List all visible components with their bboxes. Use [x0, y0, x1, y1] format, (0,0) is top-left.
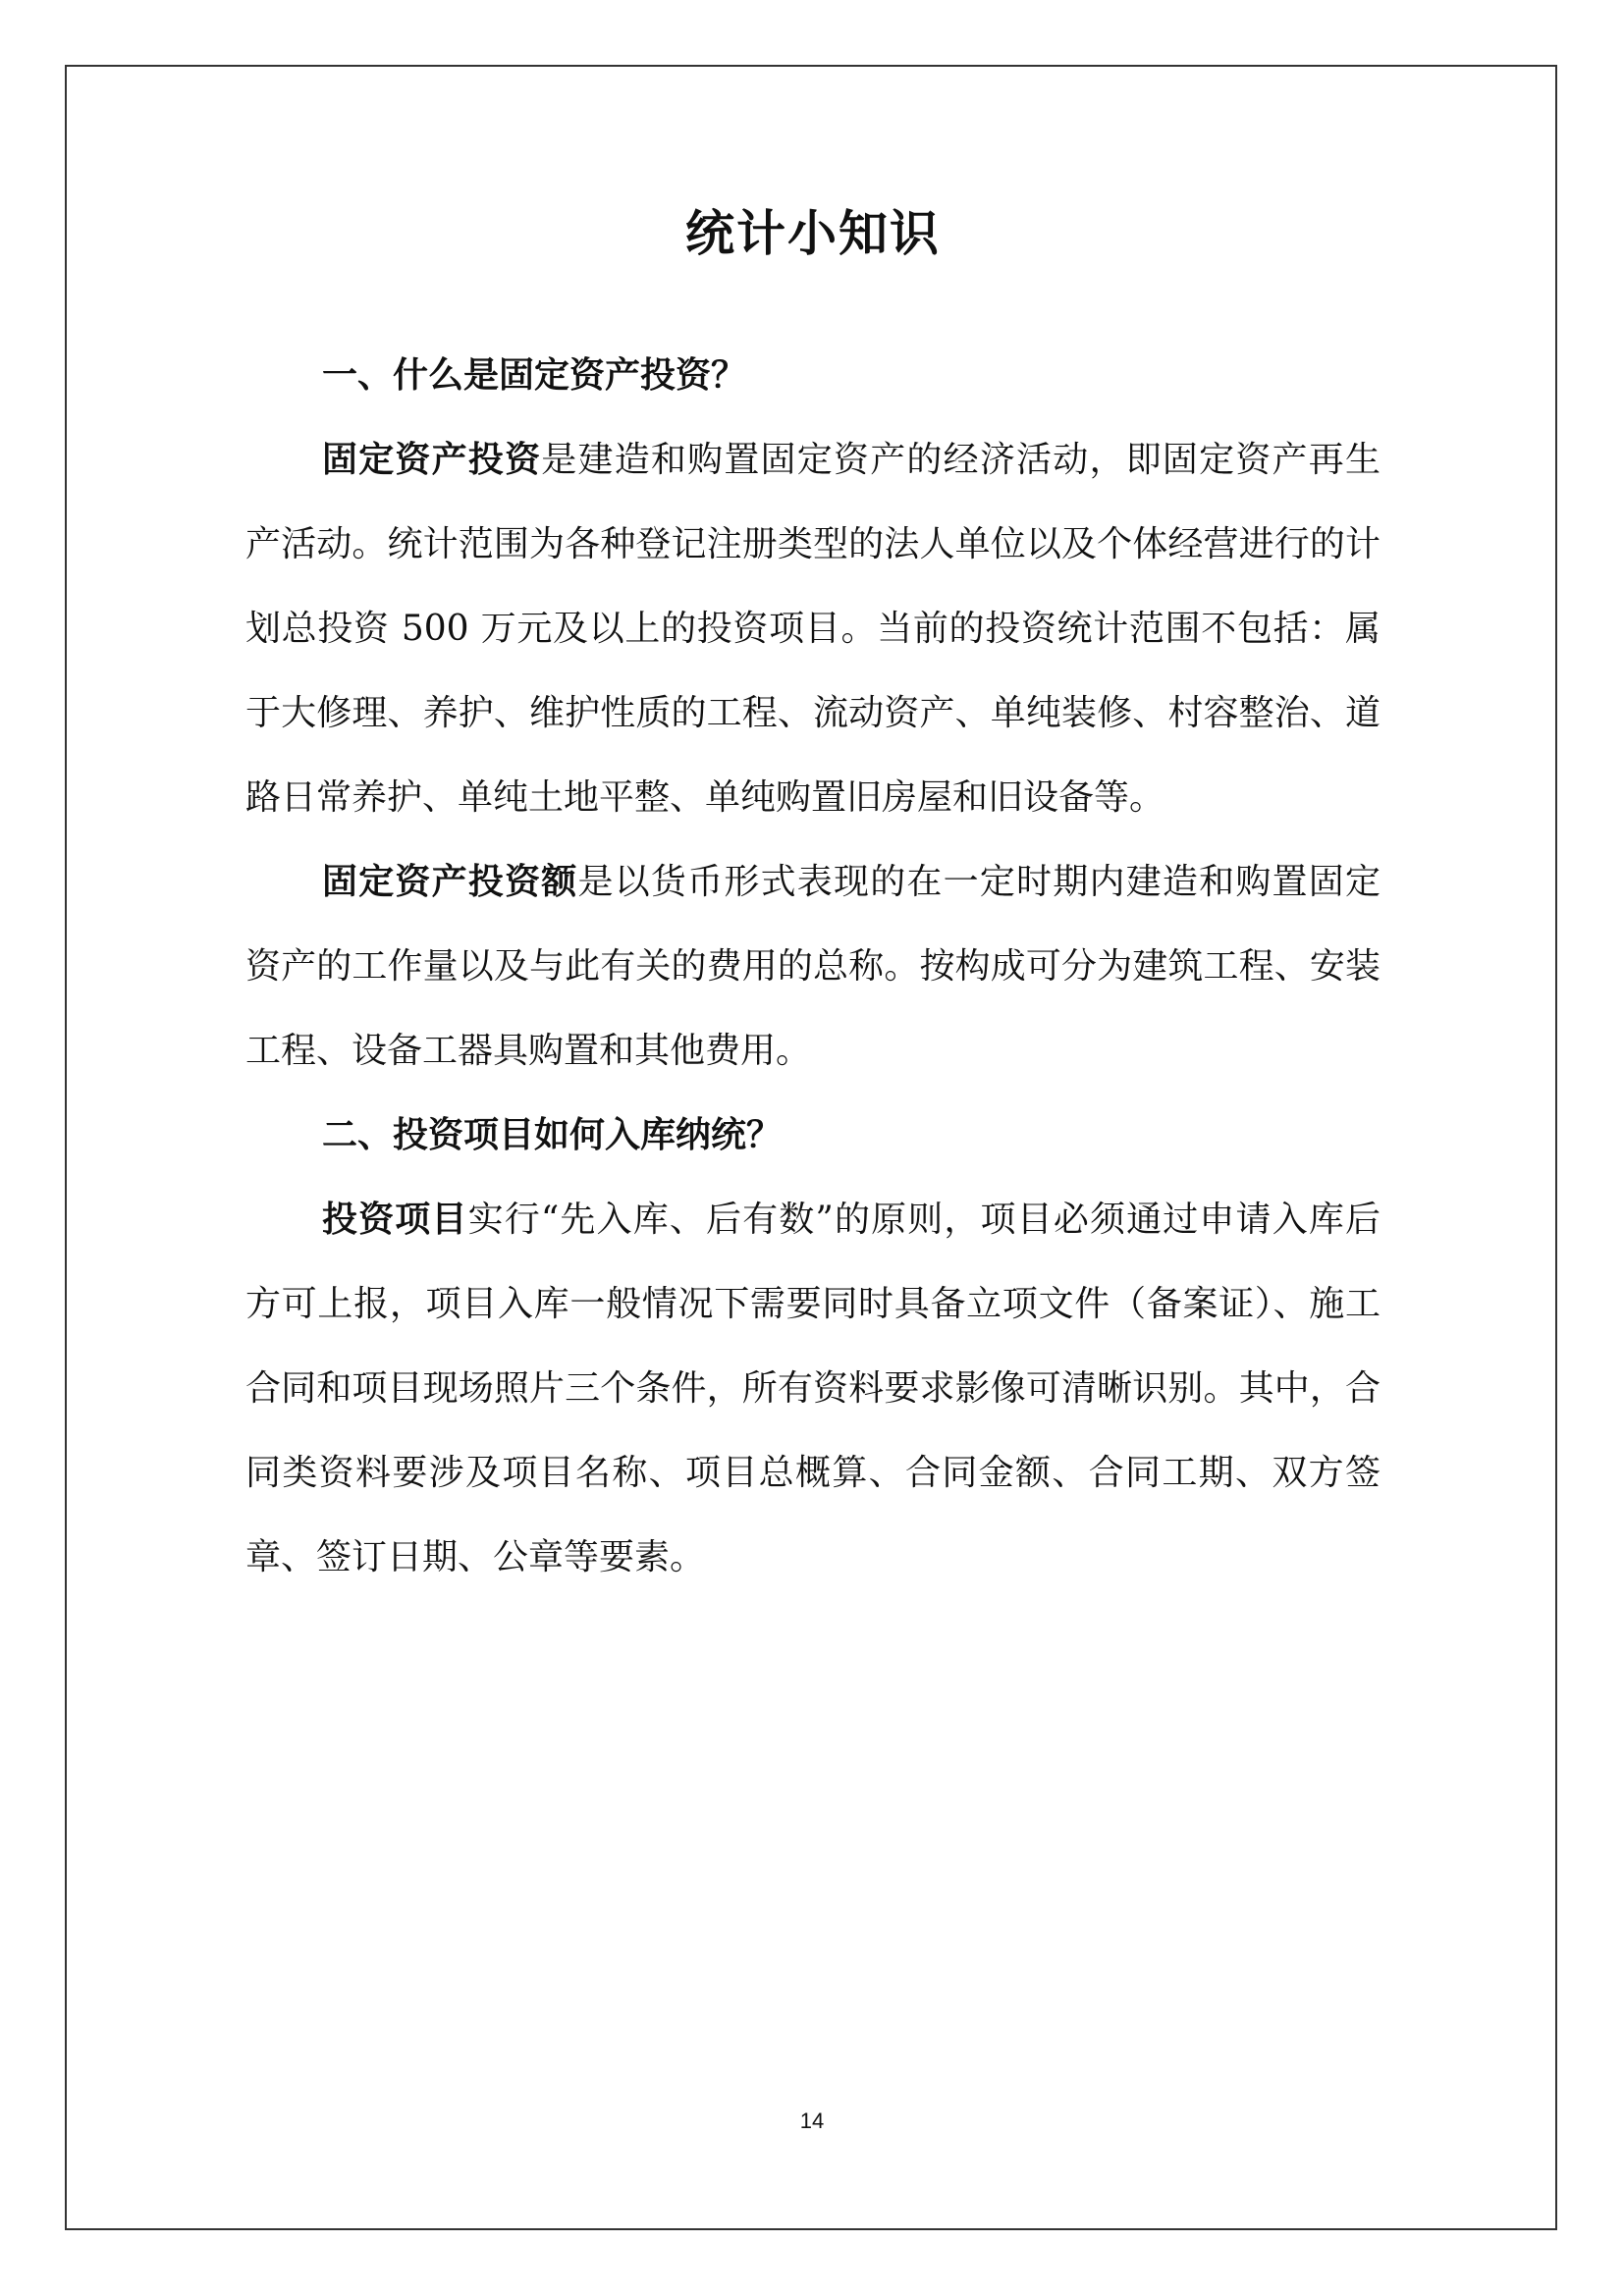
term-highlight: 投资项目 — [322, 1200, 468, 1240]
section-2 — [245, 1094, 1380, 1600]
term-highlight: 固定资产投资额 — [322, 862, 578, 902]
page-number: 14 — [799, 2109, 825, 2133]
paragraph — [245, 418, 1380, 840]
paragraph-text: 是建造和购置固定资产的经济活动，即固定资产再生产活动。统计范围为各种登记注册类型的法人单位以及个体经营进行的计划总投资 500 万元及以上的投资项目。当前的投资统计范围不包括：属于大修理、养护、维护性质的工程、流动资产、单纯装修、村容整治、道路日常养护、单纯土地平整、单纯购置旧房屋和旧设备等。 — [245, 440, 1380, 818]
section-heading: 一、什么是固定资产投资？ — [322, 355, 747, 396]
section-heading: 二、投资项目如何入库纳统？ — [322, 1115, 783, 1155]
paragraph-text: 是以货币形式表现的在一定时期内建造和购置固定资产的工作量以及与此有关的费用的总称。按构成可分为建筑工程、安装工程、设备工器具购置和其他费用。 — [245, 862, 1380, 1071]
section-1 — [245, 334, 1380, 1094]
paragraph — [245, 840, 1380, 1094]
page-title: 统计小知识 — [685, 205, 941, 262]
paragraph — [245, 1178, 1380, 1600]
document-body — [245, 194, 1380, 1600]
term-highlight: 固定资产投资 — [322, 440, 542, 480]
paragraph-text: 实行“先入库、后有数”的原则，项目必须通过申请入库后方可上报，项目入库一般情况下需要同时具备立项文件（备案证）、施工合同和项目现场照片三个条件，所有资料要求影像可清晰识别。其中，合同类资料要涉及项目名称、项目总概算、合同金额、合同工期、双方签章、签订日期、公章等要素。 — [245, 1200, 1380, 1577]
